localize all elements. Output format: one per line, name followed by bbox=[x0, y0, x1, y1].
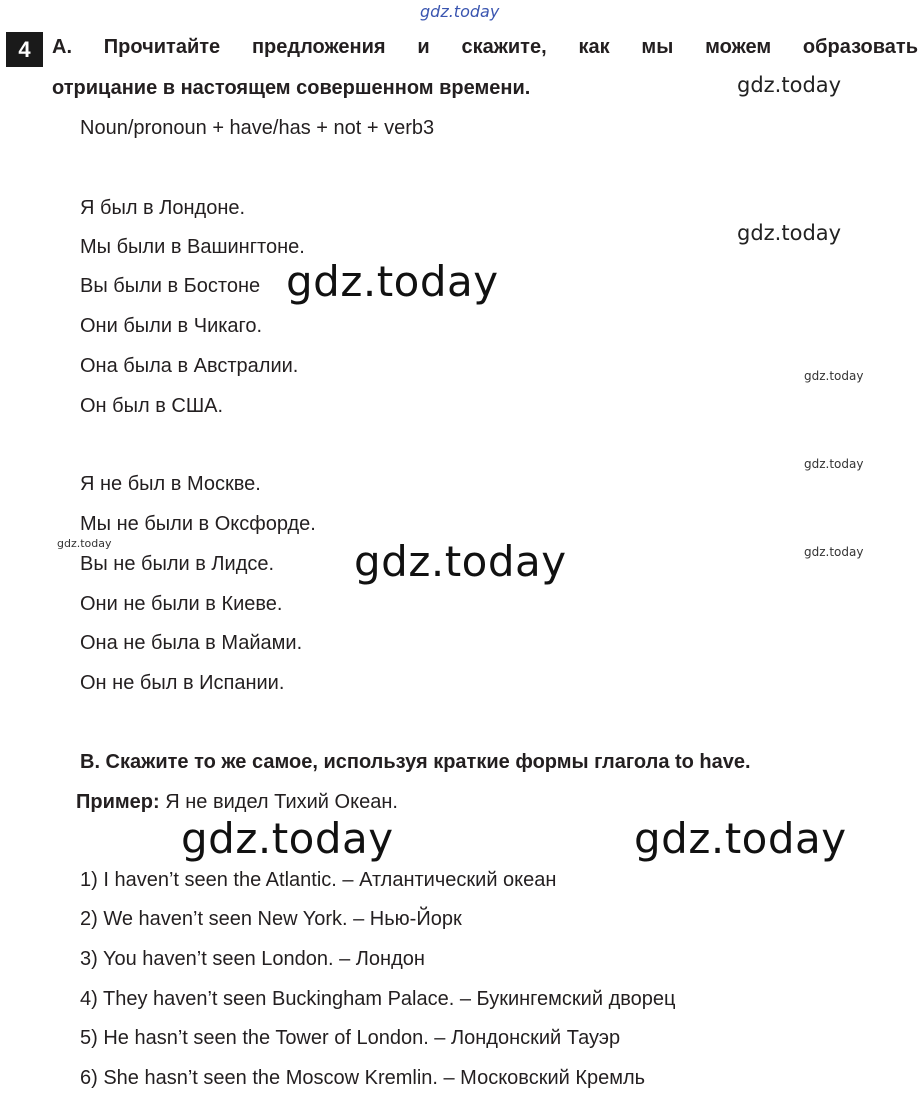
negative-sentence: Я не был в Москве. bbox=[80, 473, 261, 495]
positive-sentence: Мы были в Вашингтоне. bbox=[80, 236, 305, 258]
example-text: Я не видел Тихий Океан. bbox=[165, 791, 398, 813]
answer-item: 5) He hasn’t seen the Tower of London. – Лондонский Тауэр bbox=[80, 1027, 621, 1049]
watermark: gdz.today bbox=[286, 257, 499, 306]
formula: Noun/pronoun + have/has + not + verb3 bbox=[80, 117, 435, 139]
positive-sentence: Она была в Австралии. bbox=[80, 355, 299, 377]
instruction-a-line2: отрицание в настоящем совершенном времени. bbox=[52, 77, 531, 99]
answer-item: 4) They haven’t seen Buckingham Palace. – Букингемский дворец bbox=[80, 988, 676, 1010]
example bbox=[76, 791, 398, 814]
watermark: gdz.today bbox=[737, 221, 842, 245]
watermark: gdz.today bbox=[354, 537, 567, 586]
watermark: gdz.today bbox=[57, 537, 112, 550]
answer-item: 6) She hasn’t seen the Moscow Kremlin. – Московский Кремль bbox=[80, 1067, 646, 1089]
example-label: Пример: bbox=[76, 791, 160, 813]
watermark: gdz.today bbox=[804, 457, 864, 471]
answer-item: 3) You haven’t seen London. – Лондон bbox=[80, 948, 425, 970]
positive-sentence: Он был в США. bbox=[80, 395, 224, 417]
negative-sentence: Она не была в Майами. bbox=[80, 632, 303, 654]
header-watermark: gdz.today bbox=[420, 2, 500, 21]
instruction-a-line1: А. Прочитайте предложения и скажите, как мы можем образовать bbox=[52, 36, 918, 58]
negative-sentence: Мы не были в Оксфорде. bbox=[80, 513, 316, 535]
positive-sentence: Они были в Чикаго. bbox=[80, 315, 263, 337]
answer-item: 2) We haven’t seen New York. – Нью-Йорк bbox=[80, 908, 462, 930]
negative-sentence: Вы не были в Лидсе. bbox=[80, 553, 275, 575]
watermark: gdz.today bbox=[737, 73, 842, 97]
watermark: gdz.today bbox=[181, 814, 394, 863]
positive-sentence: Вы были в Бостоне bbox=[80, 275, 261, 297]
watermark: gdz.today bbox=[634, 814, 847, 863]
watermark: gdz.today bbox=[804, 369, 864, 383]
positive-sentence: Я был в Лондоне. bbox=[80, 197, 246, 219]
instruction-b: B. Скажите то же самое, используя краткие формы глагола to have. bbox=[80, 751, 751, 773]
answer-item: 1) I haven’t seen the Atlantic. – Атлантический океан bbox=[80, 869, 557, 891]
negative-sentence: Они не были в Киеве. bbox=[80, 593, 283, 615]
negative-sentence: Он не был в Испании. bbox=[80, 672, 285, 694]
task-number-badge: 4 bbox=[6, 32, 43, 67]
watermark: gdz.today bbox=[804, 545, 864, 559]
